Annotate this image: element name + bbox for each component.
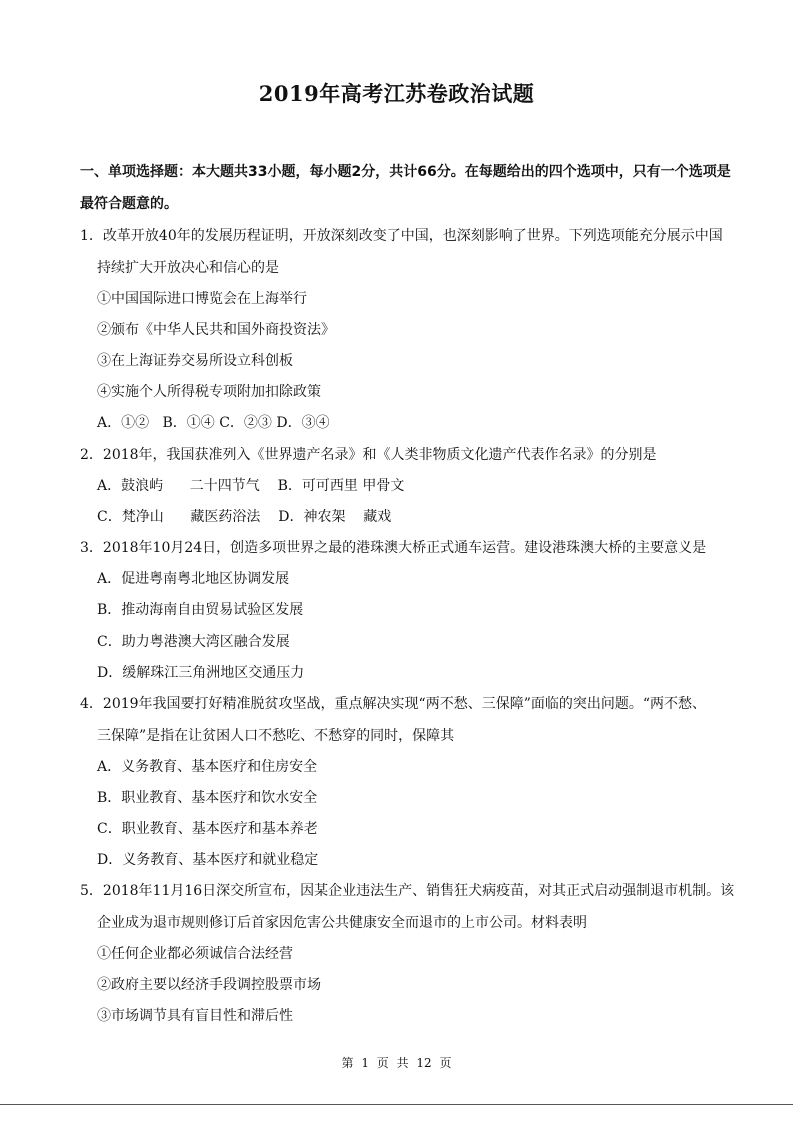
question-2-options-line-2: C．梵净山 藏医药浴法 D．神农架 藏戏 <box>97 509 392 525</box>
question-3-option-a: A．促进粤南粤北地区协调发展 <box>97 571 290 587</box>
section-heading-line-1: 一、单项选择题：本大题共33小题，每小题2分，共计66分。在每题给出的四个选项中，只有一个选项是 <box>80 164 731 180</box>
question-5-stem-line-2: 企业成为退市规则修订后首家因危害公共健康安全而退市的上市公司。材料表明 <box>97 915 587 931</box>
question-1-item-2: ②颁布《中华人民共和国外商投资法》 <box>97 322 335 338</box>
page-footer: 第 1 页 共 12 页 <box>341 1056 452 1070</box>
question-5-stem-line-1: 5．2018年11月16日深交所宣布，因某企业违法生产、销售狂犬病疫苗，对其正式启动强制退市机制。该 <box>80 883 735 899</box>
question-3-option-c: C．助力粤港澳大湾区融合发展 <box>97 634 290 650</box>
question-3-option-d: D．缓解珠江三角洲地区交通压力 <box>97 665 305 681</box>
question-5-item-2: ②政府主要以经济手段调控股票市场 <box>97 977 321 993</box>
question-1-stem-line-1: 1．改革开放40年的发展历程证明，开放深刻改变了中国，也深刻影响了世界。下列选项能充分展示中国 <box>80 228 723 244</box>
question-3-option-b: B．推动海南自由贸易试验区发展 <box>97 602 304 618</box>
question-2-options-line-1: A．鼓浪屿 二十四节气 B．可可西里 甲骨文 <box>97 478 405 494</box>
section-heading-line-2: 最符合题意的。 <box>80 196 178 212</box>
question-5-item-1: ①任何企业都必须诚信合法经营 <box>97 946 293 962</box>
question-1-item-3: ③在上海证券交易所设立科创板 <box>97 353 293 369</box>
question-4-option-c: C．职业教育、基本医疗和基本养老 <box>97 821 318 837</box>
question-4-stem-line-1: 4．2019年我国要打好精准脱贫攻坚战，重点解决实现“两不愁、三保障”面临的突出问题。“两不愁、 <box>80 696 707 712</box>
question-1-options: A．①② B．①④ C．②③ D．③④ <box>97 415 330 431</box>
question-1-stem-line-2: 持续扩大开放决心和信心的是 <box>97 260 279 276</box>
question-1-item-4: ④实施个人所得税专项附加扣除政策 <box>97 384 321 400</box>
question-4-option-a: A．义务教育、基本医疗和住房安全 <box>97 759 318 775</box>
question-4-stem-line-2: 三保障”是指在让贫困人口不愁吃、不愁穿的同时，保障其 <box>97 728 455 744</box>
page-bottom-divider <box>0 1104 793 1105</box>
question-4-option-d: D．义务教育、基本医疗和就业稳定 <box>97 852 319 868</box>
question-1-item-1: ①中国国际进口博览会在上海举行 <box>97 291 307 307</box>
question-2-stem: 2．2018年，我国获准列入《世界遗产名录》和《人类非物质文化遗产代表作名录》的分别是 <box>80 447 657 463</box>
page-title: 2019年高考江苏卷政治试题 <box>258 81 535 106</box>
question-5-item-3: ③市场调节具有盲目性和滞后性 <box>97 1008 293 1024</box>
question-4-option-b: B．职业教育、基本医疗和饮水安全 <box>97 790 318 806</box>
question-3-stem: 3．2018年10月24日，创造多项世界之最的港珠澳大桥正式通车运营。建设港珠澳大桥的主要意义是 <box>80 540 707 556</box>
